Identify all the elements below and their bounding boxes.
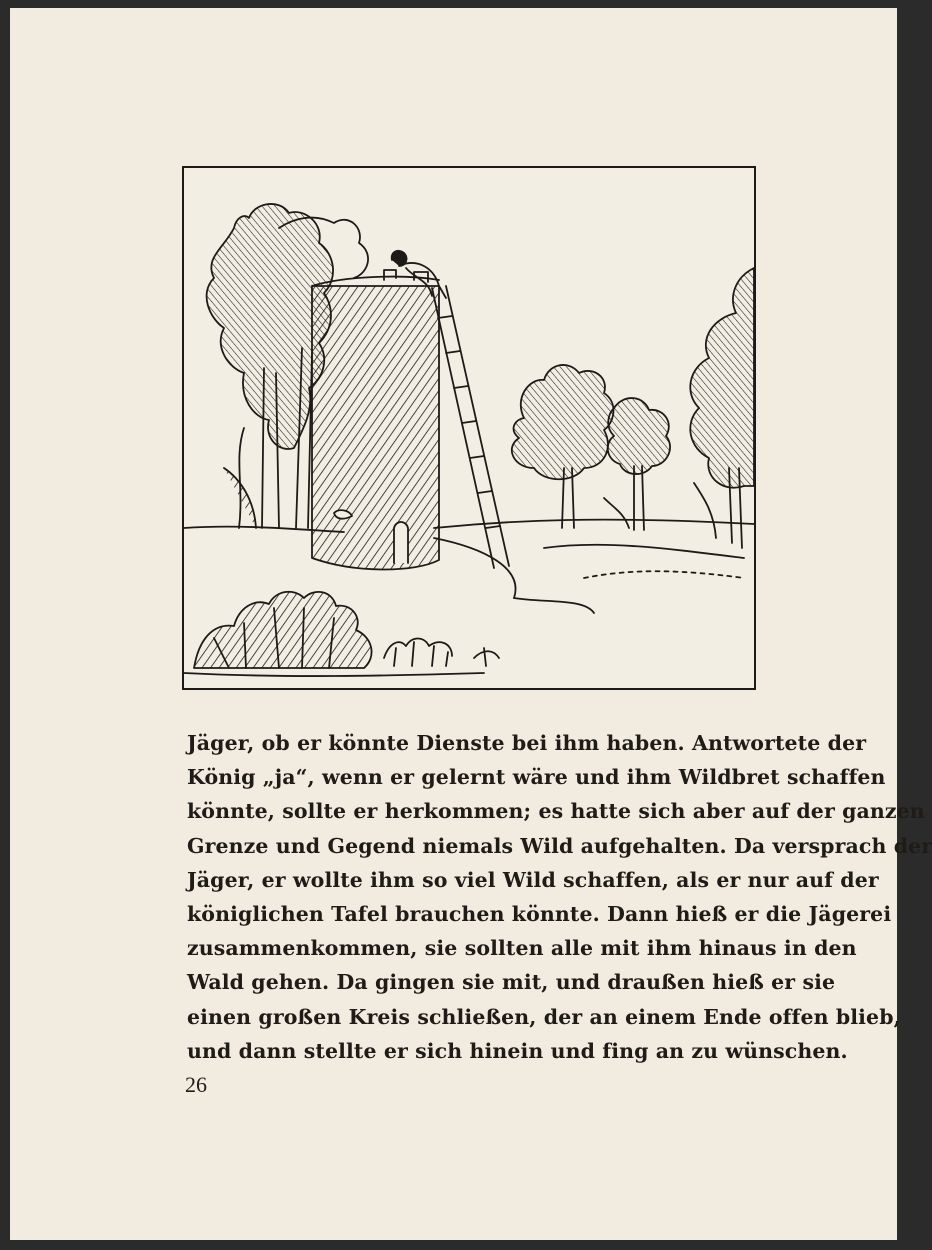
text-line: könnte, sollte er herkommen; es hatte sich aber auf der ganzen [187,799,925,824]
tower-illustration [182,166,756,690]
page-number: 26 [185,1072,207,1097]
text-line: König „ja“, wenn er gelernt wäre und ihm Wildbret schaffen [187,765,886,790]
book-page [10,8,932,1240]
tower-drawing [184,168,754,688]
text-line: Grenze und Gegend niemals Wild aufgehalten. Da versprach der [187,833,932,858]
text-line: und dann stellte er sich hinein und fing an zu wünschen. [187,1038,848,1063]
text-line: zusammenkommen, sie sollten alle mit ihm hinaus in den [187,936,857,961]
text-line: Wald gehen. Da gingen sie mit, und draußen hieß er sie [187,970,836,995]
text-line: einen großen Kreis schließen, der an einem Ende offen blieb, [187,1004,901,1029]
text-line: Jäger, ob er könnte Dienste bei ihm haben. Antwortete der [187,731,867,755]
text-line: königlichen Tafel brauchen könnte. Dann hieß er die Jägerei [187,901,892,926]
text-line: Jäger, er wollte ihm so viel Wild schaffen, als er nur auf der [187,867,879,892]
body-text [187,726,932,1068]
